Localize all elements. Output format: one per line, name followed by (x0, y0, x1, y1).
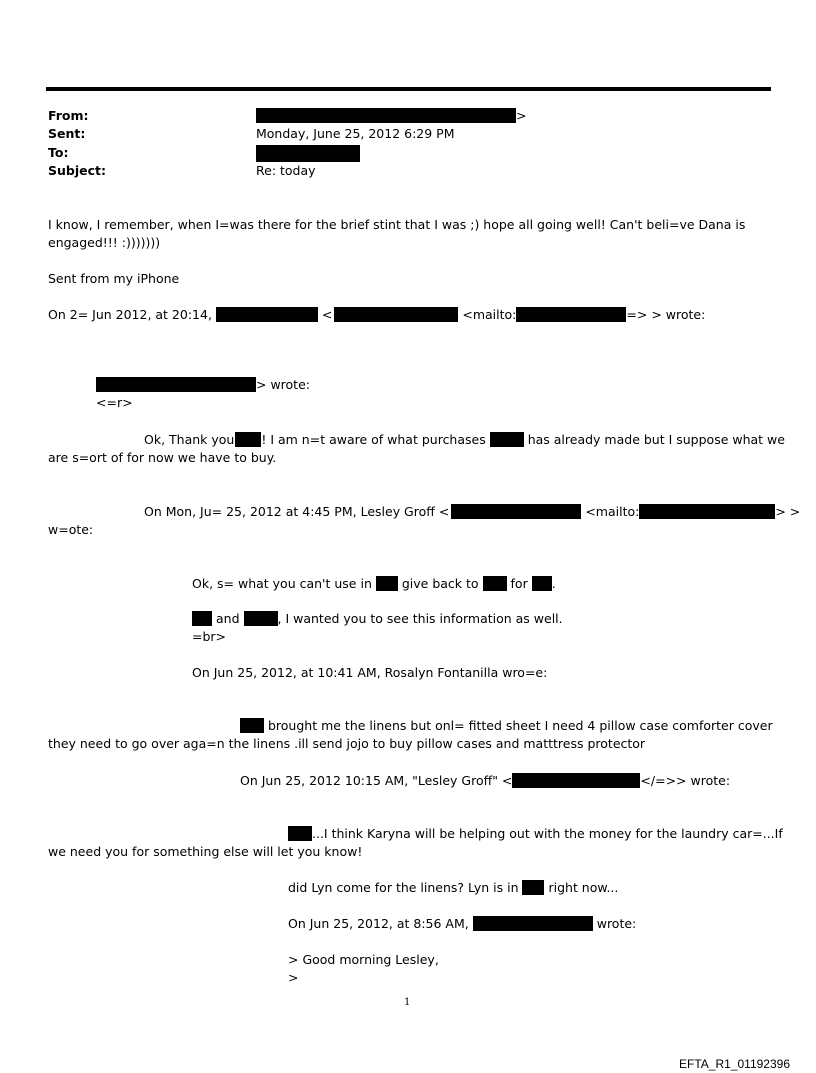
quote-header-line: On Jun 25, 2012 10:15 AM, "Lesley Groff" < </=>> wrote: (240, 773, 731, 788)
quote-header-line: On Jun 25, 2012, at 10:41 AM, Rosalyn Fontanilla wro=e: (192, 665, 548, 680)
quote-header-line: On Mon, Ju= 25, 2012 at 4:45 PM, Lesley Groff < <mailto: > > (144, 504, 801, 519)
redaction (192, 611, 212, 626)
quote-line: <=r> (96, 395, 133, 410)
redaction (288, 826, 312, 841)
quote-line: Ok, s= what you can't use in give back to for . (192, 576, 556, 591)
quote-line: > wrote: (96, 377, 310, 393)
to-value (256, 145, 360, 163)
document-id: EFTA_R1_01192396 (679, 1057, 790, 1071)
quote-line: and , I wanted you to see this information as well. (192, 611, 563, 627)
sent-value: Monday, June 25, 2012 6:29 PM (256, 126, 455, 141)
redaction (512, 773, 640, 788)
redaction (235, 432, 261, 447)
quote-line: > (288, 970, 299, 985)
quote-line: Ok, Thank you ! I am n=t aware of what purchases has already made but I suppose what we (144, 432, 785, 447)
sent-label: Sent: (48, 126, 86, 141)
quote-line: brought me the linens but onl= fitted sheet I need 4 pillow case comforter cover (240, 718, 773, 734)
quote-header-line: On 2= Jun 2012, at 20:14, < <mailto: => > wrote: (48, 307, 706, 322)
subject-label: Subject: (48, 163, 106, 178)
header-rule (46, 87, 771, 91)
from-suffix: > (516, 108, 527, 123)
redaction (376, 576, 398, 591)
body-paragraph-line: I know, I remember, when I=was there for the brief stint that I was ;) hope all going well! Can't beli=ve Dana is (48, 217, 746, 232)
quote-line: we need you for something else will let you know! (48, 844, 363, 859)
from-label: From: (48, 108, 89, 123)
body-paragraph-line: engaged!!! :))))))) (48, 235, 161, 250)
quote-line: ...I think Karyna will be helping out with the money for the laundry car=...If (288, 826, 783, 842)
redaction (532, 576, 552, 591)
to-label: To: (48, 145, 69, 160)
redaction (240, 718, 264, 733)
from-value (256, 108, 526, 124)
redaction (256, 108, 516, 123)
redaction (522, 880, 544, 895)
redaction (216, 307, 318, 322)
redaction (483, 576, 507, 591)
signature: Sent from my iPhone (48, 271, 180, 286)
redaction (244, 611, 278, 626)
page-number: 1 (404, 997, 411, 1008)
quote-line: did Lyn come for the linens? Lyn is in right now... (288, 880, 619, 895)
redaction (334, 307, 458, 322)
redaction (256, 145, 360, 162)
quote-line: =br> (192, 629, 227, 644)
quote-header-line: On Jun 25, 2012, at 8:56 AM, wrote: (288, 916, 637, 931)
redaction (516, 307, 626, 322)
quote-line: are s=ort of for now we have to buy. (48, 450, 277, 465)
quote-line: w=ote: (48, 522, 94, 537)
quote-line: they need to go over aga=n the linens .ill send jojo to buy pillow cases and matttress protector (48, 736, 646, 751)
quote-line: > Good morning Lesley, (288, 952, 439, 967)
redaction (490, 432, 524, 447)
redaction (451, 504, 581, 519)
redaction (96, 377, 256, 392)
subject-value: Re: today (256, 163, 316, 178)
redaction (639, 504, 775, 519)
redaction (473, 916, 593, 931)
